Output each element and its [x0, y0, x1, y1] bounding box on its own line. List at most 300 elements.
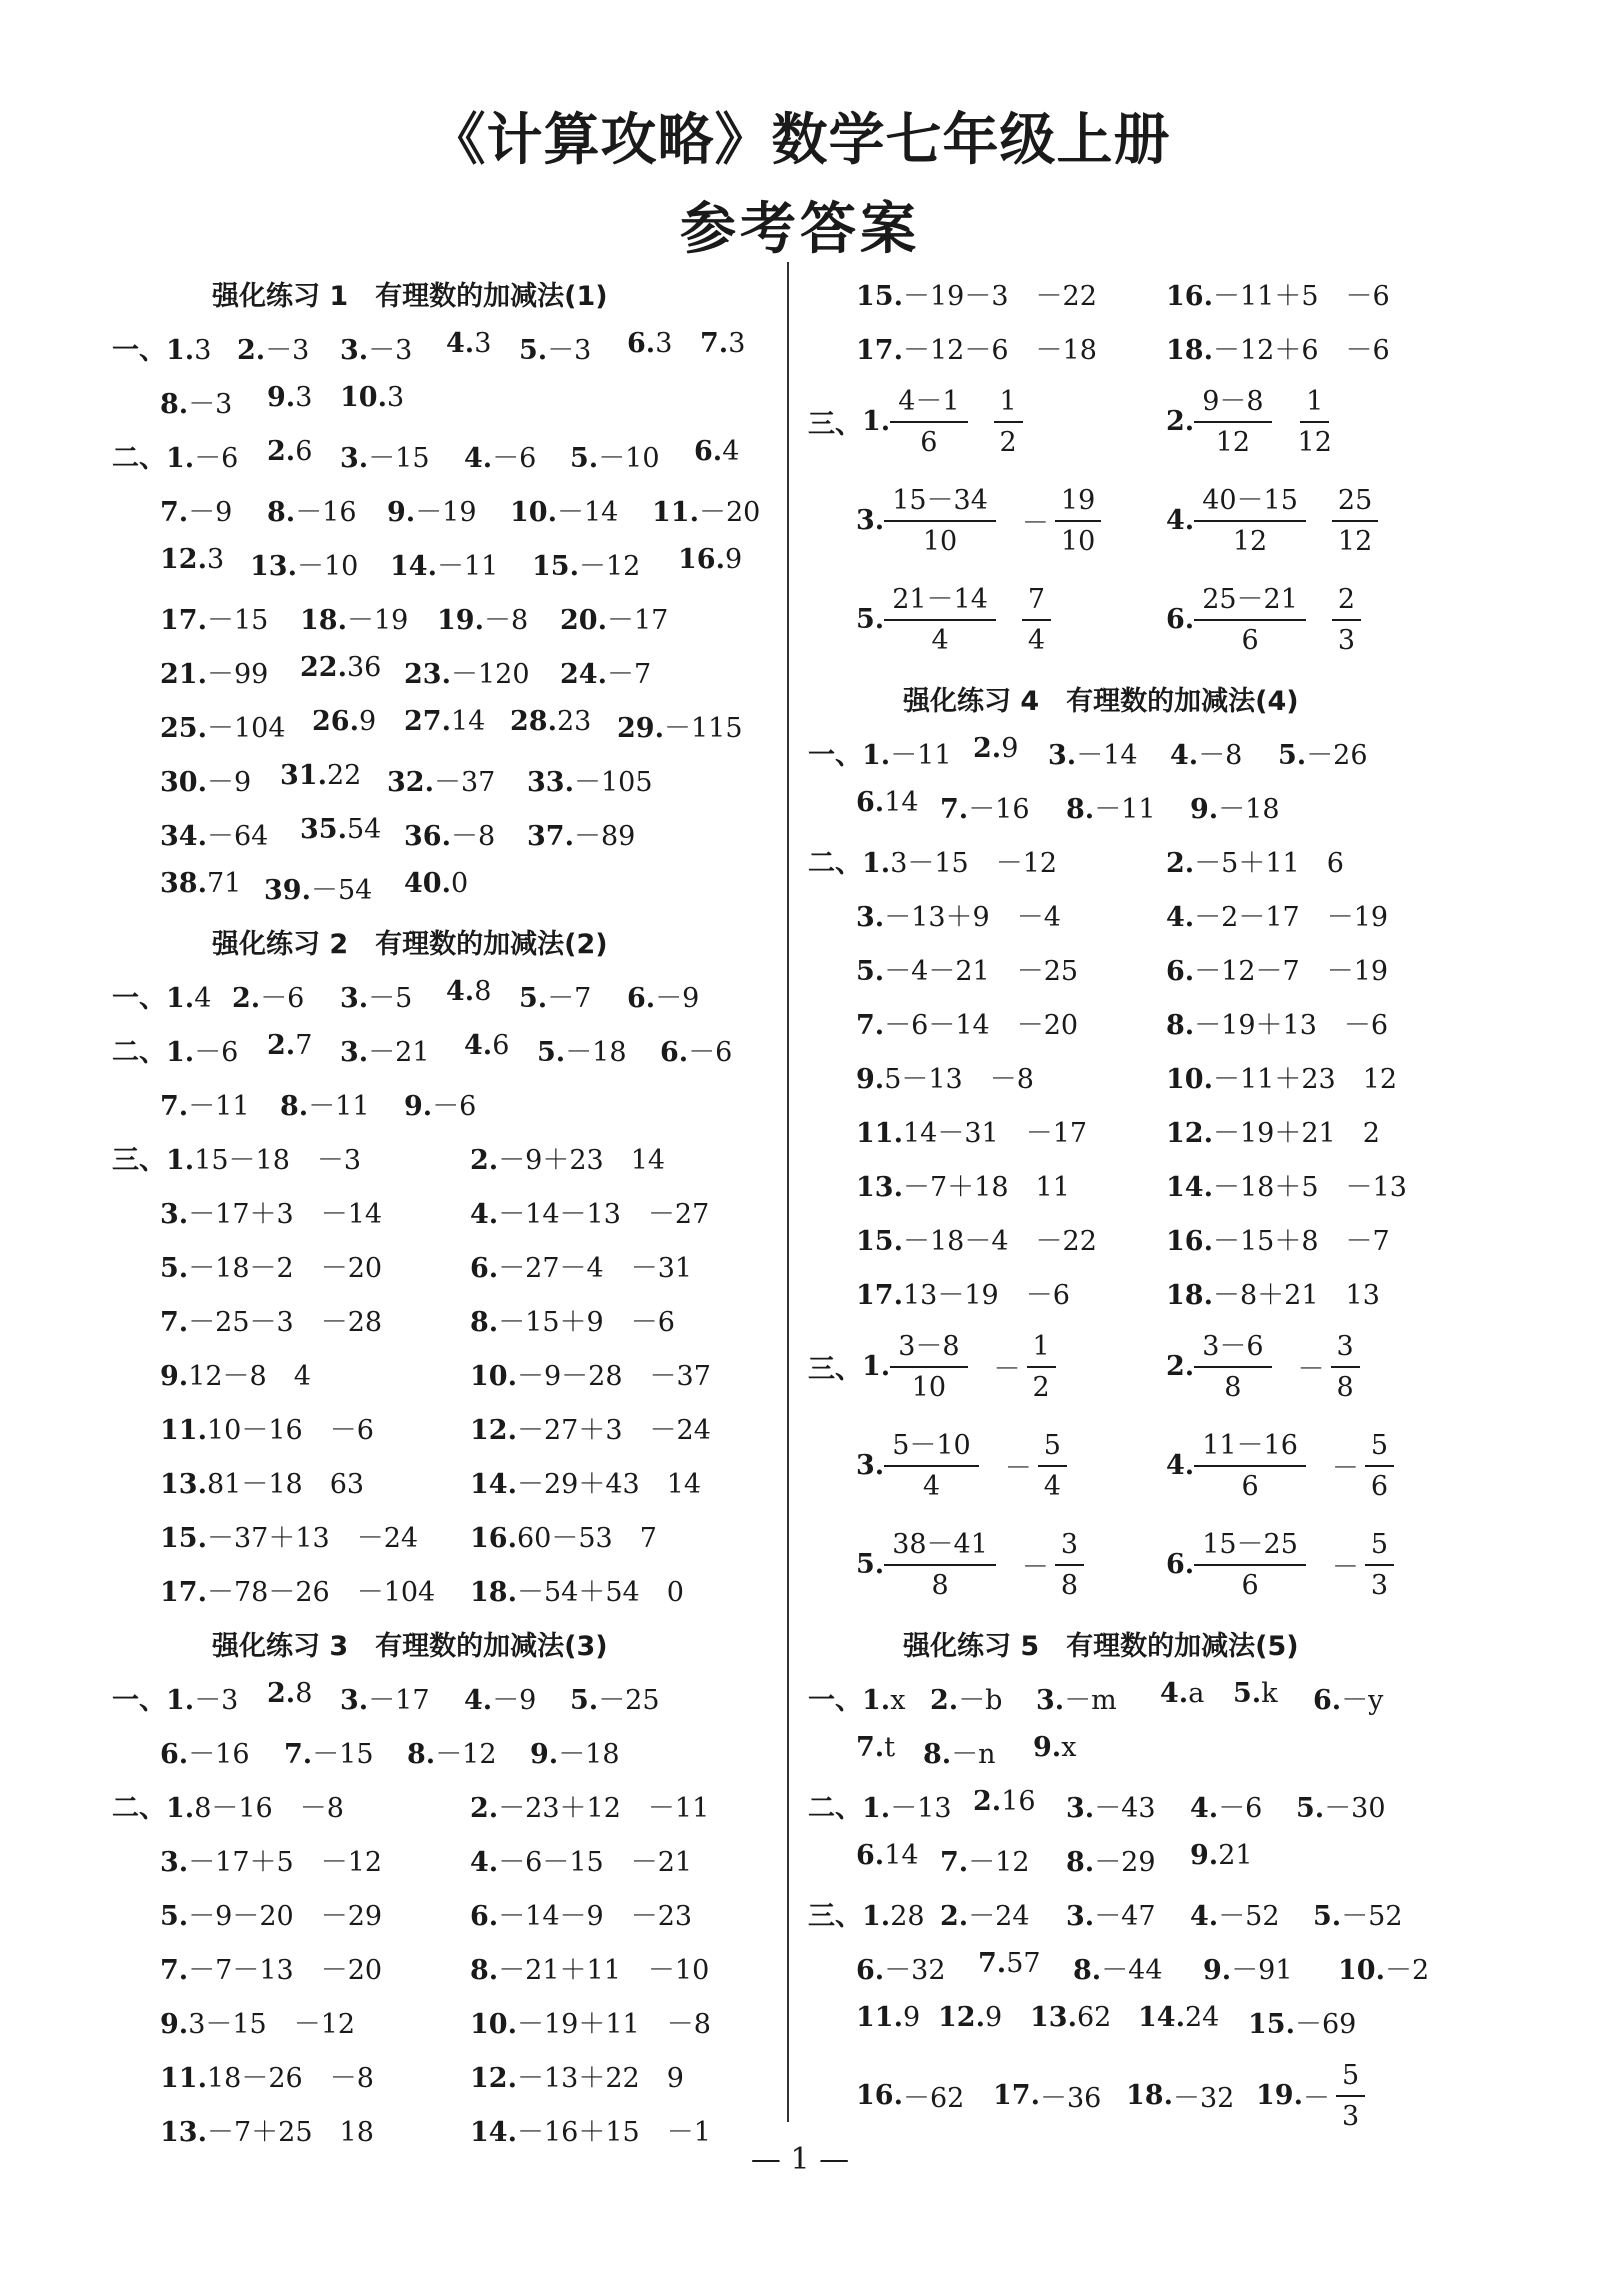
answer-row	[112, 372, 782, 426]
fraction-numerator: 25	[1332, 487, 1378, 522]
fraction	[890, 385, 967, 458]
question-number: 14.	[470, 1469, 517, 1500]
section-heading-text: 强化练习 1 有理数的加减法(1)	[212, 281, 608, 312]
fraction-denominator: 8	[1336, 1371, 1354, 1403]
answer-item	[856, 570, 1051, 669]
question-number: 8.	[1066, 794, 1095, 825]
answer-item	[938, 2002, 1002, 2033]
question-number: 2.	[930, 1685, 959, 1716]
answer-row	[112, 1020, 782, 1074]
answer-value: －5＋11 6	[1194, 848, 1344, 879]
answer-row	[112, 1290, 782, 1344]
part-marker: 一、	[112, 335, 166, 366]
document-title: 《计算攻略》数学七年级上册	[429, 108, 1171, 173]
question-number: 20.	[560, 605, 607, 636]
answer-value: －12－7 －19	[1194, 956, 1389, 987]
answer-value: －12＋6 －6	[1212, 335, 1390, 366]
answer-item	[808, 1317, 1056, 1416]
question-number: 7.	[160, 497, 189, 528]
answer-row	[808, 372, 1528, 471]
answer-row	[112, 588, 782, 642]
answer-row	[112, 696, 782, 750]
answer-value: 3	[655, 328, 673, 359]
answer-value: 3	[194, 335, 212, 366]
answer-item	[1166, 570, 1361, 669]
question-number: 11.	[160, 2063, 207, 2094]
answer-row	[808, 1416, 1528, 1515]
answer-value: －14－13 －27	[498, 1199, 710, 1230]
answer-item	[160, 1894, 382, 1933]
answer-item	[856, 1732, 895, 1763]
question-number: 4.	[464, 1685, 493, 1716]
answer-value: －115	[663, 713, 743, 744]
answer-value: －25	[598, 1685, 660, 1716]
answer-value: －18	[558, 1739, 620, 1770]
part-marker: 一、	[112, 1685, 166, 1716]
answer-value: －24	[968, 1901, 1030, 1932]
negative-sign: －	[1021, 1552, 1049, 1583]
answer-item	[1166, 1003, 1388, 1042]
answer-value: －9	[206, 767, 252, 798]
answer-value: －b	[958, 1685, 1003, 1716]
part-marker: 二、	[808, 848, 862, 879]
section-heading	[112, 912, 782, 966]
answer-row	[112, 750, 782, 804]
answer-item	[160, 1732, 250, 1771]
answer-row	[808, 1101, 1528, 1155]
answer-item	[1166, 471, 1378, 570]
fraction	[884, 1528, 996, 1601]
answer-item	[160, 1408, 374, 1447]
answer-item	[856, 1948, 946, 1987]
fraction	[890, 1330, 967, 1403]
answer-value: 10－16 －6	[206, 1415, 374, 1446]
question-number: 4.	[1166, 1450, 1195, 1481]
answer-value: －12－6 －18	[902, 335, 1097, 366]
answer-row	[808, 1047, 1528, 1101]
question-number: 17.	[856, 335, 903, 366]
question-number: 12.	[470, 2063, 517, 2094]
answer-item	[1030, 2002, 1111, 2033]
fraction	[1297, 385, 1332, 458]
answer-value: －2	[1384, 1955, 1430, 1986]
answer-value: 3	[386, 382, 405, 413]
answer-row	[112, 1344, 782, 1398]
answer-row	[808, 2046, 1528, 2145]
answer-item	[678, 544, 742, 575]
answer-value: 71	[206, 868, 242, 899]
question-number: 3.	[340, 1037, 369, 1068]
answer-value: 54	[346, 814, 382, 845]
question-number: 15.	[532, 551, 579, 582]
fraction-denominator: 6	[1241, 1569, 1259, 1601]
fraction-numerator: 1	[1300, 388, 1329, 423]
question-number: 8.	[1073, 1955, 1102, 1986]
question-number: 4.	[446, 976, 475, 1007]
answer-value: －27－4 －31	[498, 1253, 693, 1284]
answer-item	[808, 1786, 952, 1825]
answer-item	[446, 328, 491, 359]
answer-value: －13＋9 －4	[884, 902, 1061, 933]
question-number: 9.	[1190, 1840, 1219, 1871]
answer-value: －104	[206, 713, 286, 744]
section-heading-text: 强化练习 4 有理数的加减法(4)	[903, 686, 1299, 717]
answer-value: －4－21 －25	[884, 956, 1079, 987]
part-marker: 三、	[112, 1145, 166, 1176]
answer-item	[856, 1273, 1070, 1312]
answer-value: 9	[902, 2002, 921, 2033]
question-number: 6.	[627, 983, 656, 1014]
answer-item	[160, 1462, 364, 1501]
fraction	[884, 583, 996, 656]
question-number: 39.	[264, 875, 311, 906]
fraction-numerator: 5	[1365, 1531, 1394, 1566]
question-number: 19.	[1256, 2080, 1303, 2111]
answer-value: －47	[1094, 1901, 1156, 1932]
negative-sign: －	[1302, 2083, 1330, 2114]
answer-row	[112, 804, 782, 858]
fraction-denominator: 4	[922, 1470, 941, 1502]
question-number: 12.	[938, 2002, 985, 2033]
answer-value: －11＋5 －6	[1212, 281, 1390, 312]
answer-item	[993, 2046, 1101, 2145]
answer-value: 3－15 －12	[188, 2009, 356, 2040]
question-number: 14.	[470, 2117, 517, 2148]
answer-item	[510, 706, 591, 737]
answer-value: －11＋23 12	[1212, 1064, 1398, 1095]
fraction	[1027, 1330, 1056, 1403]
question-number: 12.	[470, 1415, 517, 1446]
answer-item	[267, 1678, 312, 1709]
question-number: 5.	[1278, 740, 1307, 771]
fraction-denominator: 2	[999, 426, 1017, 458]
answer-item	[856, 1416, 1067, 1515]
fraction	[1332, 583, 1361, 656]
question-number: 8.	[280, 1091, 309, 1122]
fraction	[884, 484, 996, 557]
question-number: 5.	[519, 335, 548, 366]
question-number: 16.	[470, 1523, 517, 1554]
fraction-numerator: 3－8	[890, 1333, 967, 1368]
section-heading-text: 强化练习 3 有理数的加减法(3)	[212, 1631, 608, 1662]
question-number: 17.	[856, 1280, 903, 1311]
answer-value: －3	[368, 335, 413, 366]
answer-item	[160, 868, 241, 899]
answer-item	[340, 1030, 430, 1069]
question-number: 19.	[437, 605, 484, 636]
answer-item	[1166, 1057, 1397, 1096]
fraction	[1336, 2059, 1365, 2132]
question-number: 16.	[1166, 1226, 1213, 1257]
answer-value: －6	[492, 443, 537, 474]
question-number: 11.	[856, 1118, 903, 1149]
question-number: 9.	[1203, 1955, 1232, 1986]
answer-item	[160, 814, 268, 853]
answer-item	[232, 976, 304, 1015]
answer-item	[300, 652, 381, 683]
answer-item	[340, 436, 430, 475]
fraction-denominator: 8	[1224, 1371, 1242, 1403]
answer-value: t	[884, 1732, 896, 1763]
answer-item	[1033, 1732, 1076, 1763]
answer-row	[112, 480, 782, 534]
answer-item	[160, 1840, 382, 1879]
answer-value: －11	[1094, 794, 1156, 825]
answer-value: x	[890, 1685, 906, 1716]
answer-value: 36	[346, 652, 382, 683]
answer-value: 4	[194, 983, 212, 1014]
answer-value: －6－14 －20	[884, 1010, 1079, 1041]
answer-item	[627, 976, 699, 1015]
answer-row	[112, 1074, 782, 1128]
answer-value: 28	[890, 1901, 925, 1932]
answer-item	[856, 274, 1097, 313]
question-number: 32.	[387, 767, 434, 798]
answer-item	[856, 949, 1078, 988]
question-number: 6.	[856, 1955, 885, 1986]
question-number: 5.	[160, 1901, 189, 1932]
answer-value: －6	[688, 1037, 733, 1068]
answer-item	[1166, 328, 1390, 367]
answer-item	[112, 1030, 238, 1069]
question-number: 18.	[1126, 2080, 1173, 2111]
answer-value: －5	[368, 983, 413, 1014]
fraction-numerator: 5－10	[884, 1432, 979, 1467]
answer-value: 9	[358, 706, 377, 737]
answer-row	[808, 318, 1528, 372]
question-number: 9.	[160, 1361, 189, 1392]
answer-item	[808, 841, 1057, 880]
answer-item	[112, 1678, 238, 1717]
answer-item	[627, 328, 672, 359]
fraction-numerator: 1	[994, 388, 1023, 423]
fraction	[1332, 484, 1378, 557]
answer-item	[808, 733, 952, 772]
answer-item	[112, 1138, 361, 1177]
answer-value: －69	[1294, 2009, 1357, 2040]
fraction-denominator: 3	[1337, 624, 1356, 656]
question-number: 14.	[390, 551, 437, 582]
answer-value: －17＋5 －12	[188, 1847, 383, 1878]
answer-item	[1073, 1948, 1163, 1987]
answer-value: －54＋54 0	[516, 1577, 684, 1608]
fraction	[1194, 1330, 1271, 1403]
answer-value: －27＋3 －24	[516, 1415, 711, 1446]
question-number: 2.	[232, 983, 261, 1014]
answer-value: k	[1261, 1678, 1278, 1709]
answer-row	[808, 1317, 1528, 1416]
answer-item	[470, 1948, 709, 1987]
question-number: 4.	[1190, 1901, 1219, 1932]
question-number: 6.	[1166, 604, 1195, 635]
question-number: 2.	[1166, 406, 1195, 437]
question-number: 7.	[940, 794, 969, 825]
answer-item	[532, 544, 640, 583]
answer-value: －6	[432, 1091, 477, 1122]
fraction-denominator: 10	[1060, 525, 1096, 557]
question-number: 5.	[1233, 1678, 1262, 1709]
question-number: 15.	[1248, 2009, 1295, 2040]
fraction	[884, 1429, 979, 1502]
answer-value: －16＋15 －1	[516, 2117, 711, 2148]
question-number: 2.	[237, 335, 266, 366]
question-number: 6.	[470, 1253, 499, 1284]
answer-item	[160, 2002, 355, 2041]
answer-value: －7＋18 11	[902, 1172, 1070, 1203]
answer-item	[1166, 372, 1332, 471]
question-number: 9.	[404, 1091, 433, 1122]
answer-item	[1313, 1678, 1383, 1717]
answer-row	[808, 471, 1528, 570]
answer-item	[1190, 1894, 1280, 1933]
question-number: 1.	[862, 1901, 891, 1932]
answer-value: 14	[884, 787, 919, 818]
answer-item	[1166, 274, 1390, 313]
answer-item	[1066, 1840, 1156, 1879]
fraction-denominator: 6	[1241, 1470, 1259, 1502]
answer-row	[808, 1209, 1528, 1263]
fraction-denominator: 12	[1232, 525, 1268, 557]
answer-item	[387, 760, 495, 799]
question-number: 1.	[166, 983, 195, 1014]
question-number: 7.	[856, 1732, 885, 1763]
answer-value: －37	[433, 767, 496, 798]
answer-item	[856, 1840, 919, 1871]
part-marker: 三、	[808, 1354, 862, 1385]
question-number: 9.	[1190, 794, 1219, 825]
answer-item	[700, 328, 745, 359]
answer-value: －n	[951, 1739, 996, 1770]
question-number: 4.	[1166, 902, 1195, 933]
answer-item	[1036, 1678, 1117, 1717]
answer-item	[112, 976, 211, 1015]
section-heading-text: 强化练习 5 有理数的加减法(5)	[903, 1631, 1299, 1662]
question-number: 7.	[160, 1955, 189, 1986]
negative-sign: －	[1004, 1453, 1032, 1484]
part-marker: 三、	[808, 1901, 862, 1932]
question-number: 13.	[160, 1469, 207, 1500]
answer-item	[519, 976, 591, 1015]
answer-item	[570, 1678, 660, 1717]
question-number: 1.	[862, 1685, 891, 1716]
answer-value: －32	[884, 1955, 946, 1986]
answer-item	[160, 1300, 382, 1339]
question-number: 5.	[160, 1253, 189, 1284]
answer-item	[470, 1462, 701, 1501]
answer-value: －18－4 －22	[902, 1226, 1097, 1257]
answer-item	[387, 490, 477, 529]
column-divider	[787, 262, 789, 2122]
answer-item	[1166, 1219, 1390, 1258]
question-number: 6.	[1166, 1549, 1195, 1580]
answer-value: －44	[1101, 1955, 1163, 1986]
answer-item	[160, 1948, 382, 1987]
answer-item	[856, 2002, 920, 2033]
answer-item	[1338, 1948, 1429, 1987]
answer-value: －14	[1076, 740, 1138, 771]
answer-value: －13＋22 9	[516, 2063, 684, 2094]
answer-item	[1248, 2002, 1356, 2041]
answer-value: 9	[724, 544, 743, 575]
answer-row	[112, 1506, 782, 1560]
answer-value: 9	[1001, 733, 1019, 764]
answer-row	[112, 1128, 782, 1182]
answer-value: 24	[1184, 2002, 1220, 2033]
answer-item	[470, 2002, 711, 2041]
fraction-numerator: 40－15	[1194, 487, 1306, 522]
answer-row	[112, 858, 782, 912]
answer-item	[940, 1840, 1030, 1879]
question-number: 2.	[267, 1678, 296, 1709]
answer-item	[1166, 1273, 1380, 1312]
answer-item	[407, 1732, 497, 1771]
part-marker: 一、	[112, 983, 166, 1014]
question-number: 6.	[470, 1901, 499, 1932]
question-number: 1.	[862, 406, 891, 437]
answer-item	[856, 895, 1061, 934]
answer-item	[930, 1678, 1002, 1717]
fraction-numerator: 3	[1055, 1531, 1084, 1566]
section-heading	[112, 1614, 782, 1668]
answer-item	[1066, 1786, 1156, 1825]
fraction-numerator: 5	[1038, 1432, 1067, 1467]
answer-item	[404, 706, 485, 737]
answer-item	[160, 1084, 250, 1123]
question-number: 11.	[160, 1415, 207, 1446]
answer-row	[112, 534, 782, 588]
question-number: 2.	[1166, 848, 1195, 879]
question-number: 24.	[560, 659, 607, 690]
question-number: 11.	[856, 2002, 903, 2033]
question-number: 6.	[694, 436, 723, 467]
answer-value: －3	[188, 389, 233, 420]
question-number: 8.	[470, 1307, 499, 1338]
section-heading-text: 强化练习 2 有理数的加减法(2)	[212, 929, 608, 960]
answer-item	[560, 598, 668, 637]
answer-value: 3	[295, 382, 313, 413]
question-number: 7.	[700, 328, 729, 359]
question-number: 1.	[166, 1685, 195, 1716]
answer-value: 6	[492, 1030, 510, 1061]
part-marker: 三、	[808, 409, 862, 440]
answer-item	[340, 976, 412, 1015]
answer-item	[1256, 2046, 1365, 2145]
answer-value: 16	[1001, 1786, 1036, 1817]
answer-row	[808, 1992, 1528, 2046]
part-marker: 二、	[112, 1793, 166, 1824]
answer-value: 6	[295, 436, 313, 467]
answer-item	[856, 787, 919, 818]
question-number: 3.	[160, 1199, 189, 1230]
question-number: 1.	[862, 848, 891, 879]
fraction-numerator: 15－25	[1194, 1531, 1306, 1566]
answer-item	[808, 372, 1023, 471]
fraction	[1365, 1528, 1394, 1601]
negative-sign: －	[1297, 1354, 1325, 1385]
question-number: 8.	[1166, 1010, 1195, 1041]
section-heading	[808, 1614, 1528, 1668]
question-number: 17.	[993, 2080, 1040, 2111]
question-number: 3.	[856, 1450, 885, 1481]
answer-item	[267, 1030, 312, 1061]
question-number: 14.	[1138, 2002, 1185, 2033]
fraction-numerator: 38－41	[884, 1531, 996, 1566]
question-number: 5.	[1313, 1901, 1342, 1932]
question-number: 6.	[856, 1840, 885, 1871]
answer-row	[112, 1452, 782, 1506]
answer-row	[112, 1182, 782, 1236]
question-number: 38.	[160, 868, 207, 899]
